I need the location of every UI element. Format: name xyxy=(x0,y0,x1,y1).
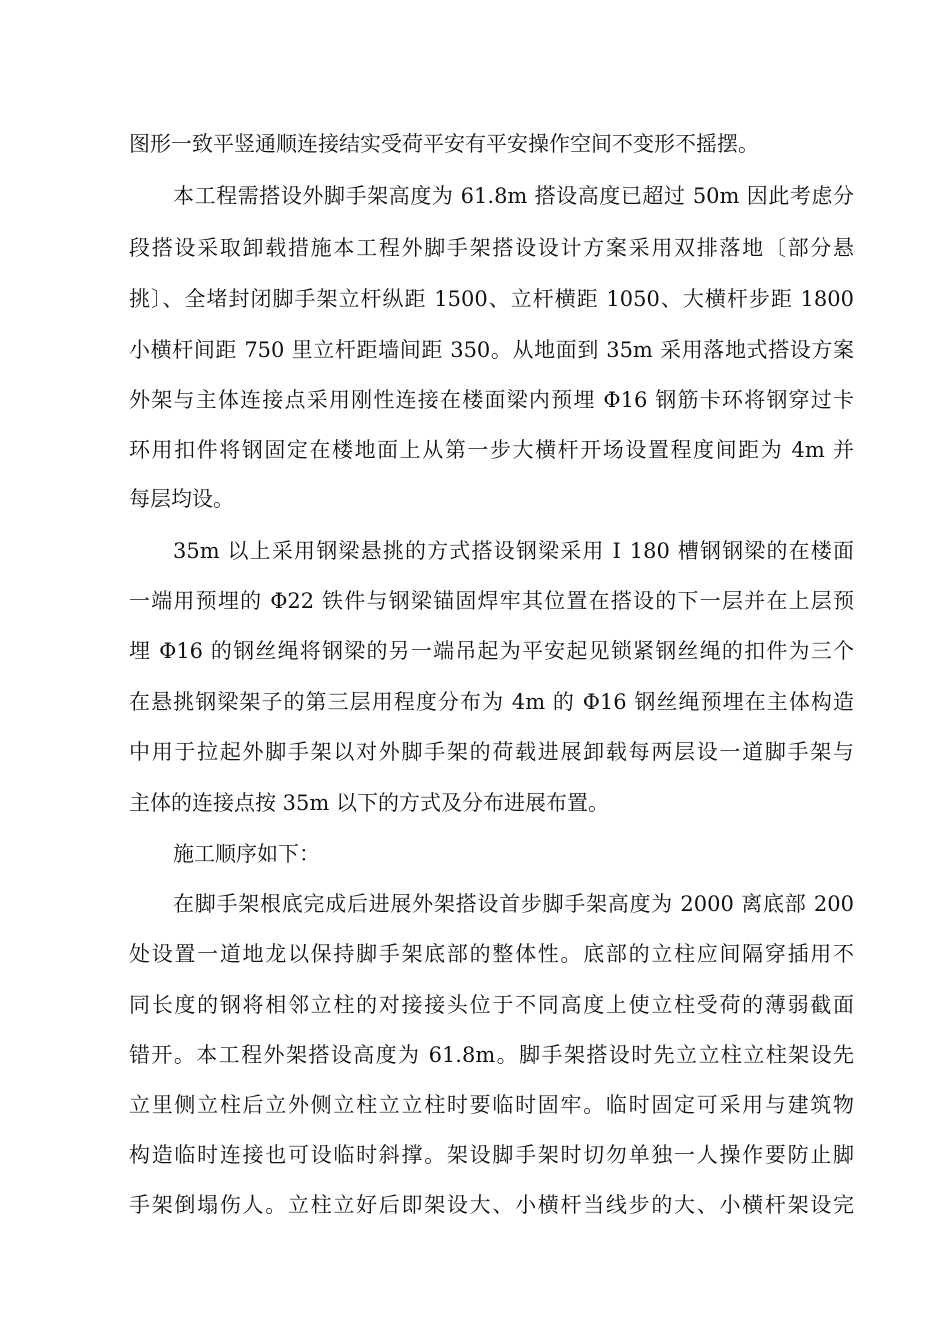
paragraph-2-line-7: 每层均设。 xyxy=(129,487,234,511)
paragraph-3-line-3: 埋 Φ16 的钢丝绳将钢梁的另一端吊起为平安起见锁紧钢丝绳的扣件为三个 xyxy=(129,639,854,663)
paragraph-5-line-7: 手架倒塌伤人。立柱立好后即架设大、小横杆当线步的大、小横杆架设完 xyxy=(129,1193,854,1217)
paragraph-5-line-6: 构造临时连接也可设临时斜撑。架设脚手架时切勿单独一人操作要防止脚 xyxy=(129,1143,854,1167)
paragraph-2-line-1: 本工程需搭设外脚手架高度为 61.8m 搭设高度已超过 50m 因此考虑分 xyxy=(173,184,854,208)
paragraph-2-line-3: 挑〕、全堵封闭脚手架立杆纵距 1500、立杆横距 1050、大横杆步距 1800 xyxy=(129,287,854,311)
paragraph-3-line-5: 中用于拉起外脚手架以对外脚手架的荷载进展卸载每两层设一道脚手架与 xyxy=(129,740,854,764)
paragraph-5-line-5: 立里侧立柱后立外侧立柱立立柱时要临时固牢。临时固定可采用与建筑物 xyxy=(129,1093,854,1117)
paragraph-5-line-3: 同长度的钢将相邻立柱的对接接头位于不同高度上使立柱受荷的薄弱截面 xyxy=(129,993,854,1017)
paragraph-2-line-4: 小横杆间距 750 里立杆距墙间距 350。从地面到 35m 采用落地式搭设方案 xyxy=(129,338,854,362)
paragraph-2-line-2: 段搭设采取卸载措施本工程外脚手架搭设设计方案采用双排落地〔部分悬 xyxy=(129,236,854,260)
paragraph-3-line-4: 在悬挑钢梁架子的第三层用程度分布为 4m 的 Φ16 钢丝绳预埋在主体构造 xyxy=(129,690,854,714)
paragraph-3-line-6: 主体的连接点按 35m 以下的方式及分布进展布置。 xyxy=(129,791,609,815)
paragraph-4-line-1: 施工顺序如下： xyxy=(173,842,320,866)
paragraph-5-line-4: 错开。本工程外架搭设高度为 61.8m。脚手架搭设时先立立柱立柱架设先 xyxy=(129,1043,854,1067)
paragraph-2-line-6: 环用扣件将钢固定在楼地面上从第一步大横杆开场设置程度间距为 4m 并 xyxy=(129,438,854,462)
paragraph-1-line-1: 图形一致平竖通顺连接结实受荷平安有平安操作空间不变形不摇摆。 xyxy=(129,132,759,156)
paragraph-5-line-2: 处设置一道地龙以保持脚手架底部的整体性。底部的立柱应间隔穿插用不 xyxy=(129,942,854,966)
paragraph-2-line-5: 外架与主体连接点采用刚性连接在楼面梁内预埋 Φ16 钢筋卡环将钢穿过卡 xyxy=(129,388,854,412)
paragraph-5-line-1: 在脚手架根底完成后进展外架搭设首步脚手架高度为 2000 离底部 200 xyxy=(173,892,854,916)
paragraph-3-line-1: 35m 以上采用钢梁悬挑的方式搭设钢梁采用 Ⅰ 180 槽钢钢梁的在楼面 xyxy=(173,539,854,563)
paragraph-3-line-2: 一端用预埋的 Φ22 铁件与钢梁锚固焊牢其位置在搭设的下一层并在上层预 xyxy=(129,589,854,613)
